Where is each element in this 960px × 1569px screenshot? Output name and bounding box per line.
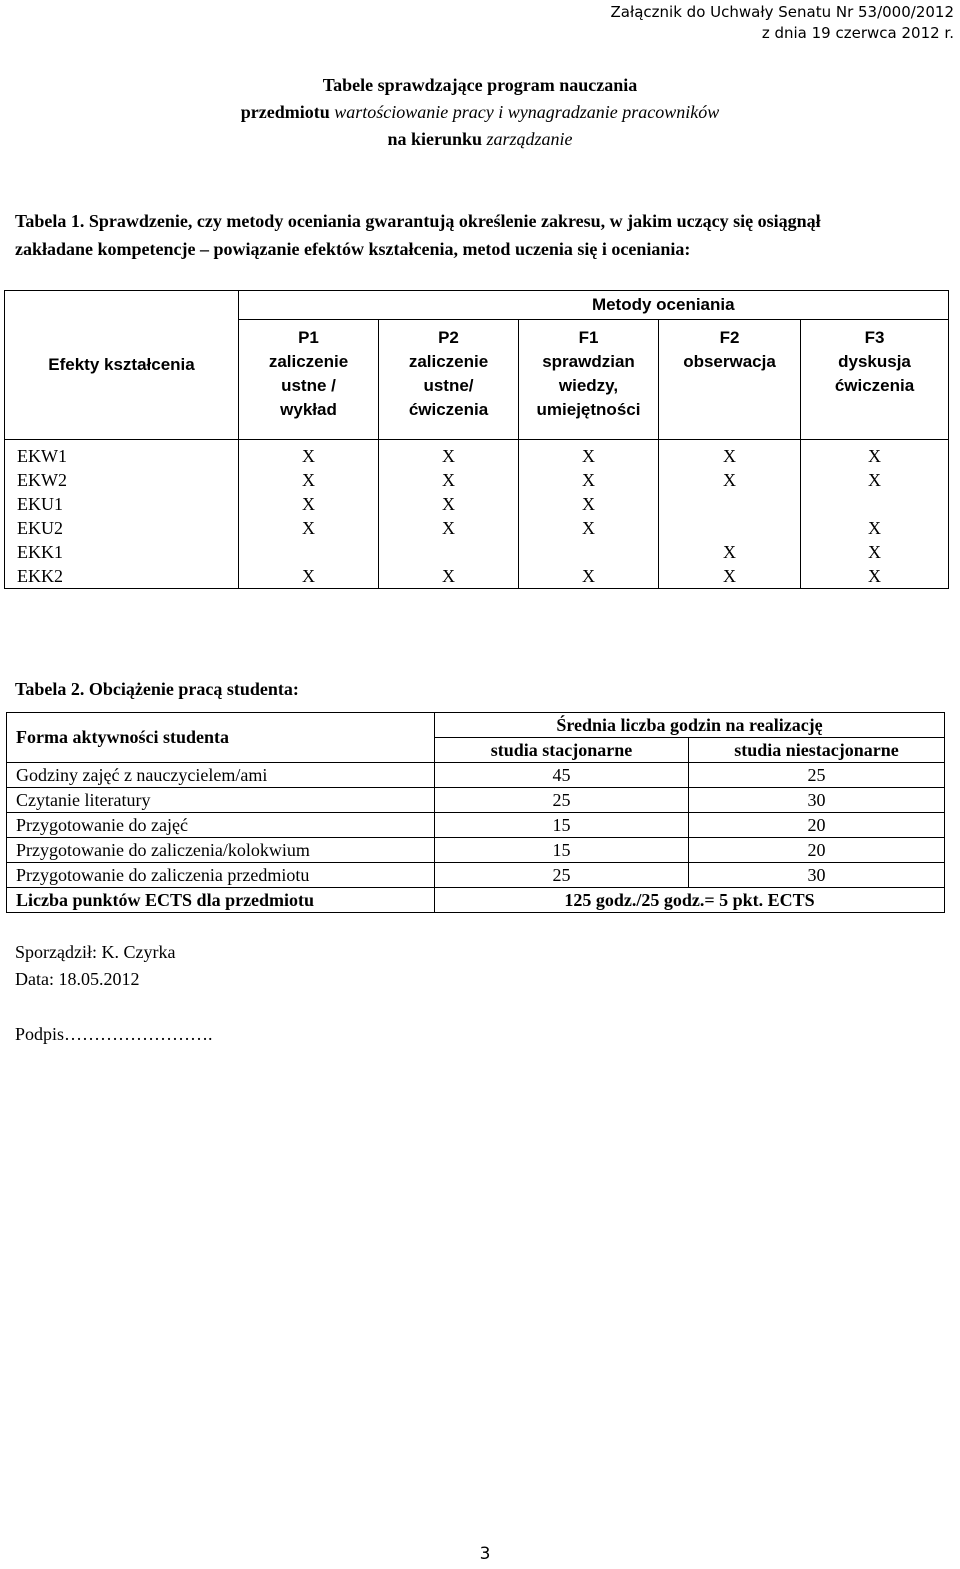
effect-label: EKU1 — [5, 492, 239, 516]
activity-label: Przygotowanie do zajęć — [7, 813, 435, 838]
effect-label: EKU2 — [5, 516, 239, 540]
table-cell: X — [801, 564, 949, 589]
average-hours-header: Średnia liczba godzin na realizację — [435, 713, 945, 738]
table2-caption: Tabela 2. Obciążenie pracą studenta: — [15, 679, 299, 699]
effect-label: EKW2 — [5, 468, 239, 492]
table-cell: X — [239, 516, 379, 540]
effect-label: EKW1 — [5, 440, 239, 469]
table-cell: X — [379, 564, 519, 589]
nonstationary-hours: 20 — [689, 813, 945, 838]
table-row — [7, 838, 945, 863]
method-header-p2: P2 zaliczenie ustne/ ćwiczenia — [379, 320, 519, 440]
nonstationary-hours: 30 — [689, 863, 945, 888]
table-row — [5, 516, 949, 540]
ects-total-label: Liczba punktów ECTS dla przedmiotu — [7, 888, 435, 913]
stationary-hours: 25 — [435, 788, 689, 813]
table-cell — [379, 540, 519, 564]
effect-label: EKK1 — [5, 540, 239, 564]
method-header-f3: F3 dyskusja ćwiczenia — [801, 320, 949, 440]
table1-caption — [15, 207, 960, 263]
table1-caption-line-2: zakładane kompetencje – powiązanie efektów kształcenia, metod uczenia się i oceniania: — [15, 239, 691, 259]
table1-caption-line-1: Tabela 1. Sprawdzenie, czy metody oceniania gwarantują określenie zakresu, w jakim uczący się osiągnął — [15, 211, 821, 231]
document-header — [611, 2, 955, 44]
title-major: zarządzanie — [486, 129, 573, 149]
table-cell: X — [379, 468, 519, 492]
prepared-date: Data: 18.05.2012 — [15, 969, 140, 989]
assessment-methods-table — [4, 290, 949, 589]
title-subject-prefix: przedmiotu — [240, 102, 335, 122]
nonstationary-hours: 30 — [689, 788, 945, 813]
header-date: z dnia 19 czerwca 2012 r. — [761, 24, 954, 42]
stationary-hours: 45 — [435, 763, 689, 788]
author: Sporządził: K. Czyrka — [15, 942, 176, 962]
activity-form-header: Forma aktywności studenta — [7, 713, 435, 763]
student-workload-table — [6, 712, 945, 913]
table-row — [5, 564, 949, 589]
stationary-hours: 15 — [435, 838, 689, 863]
nonstationary-header: studia niestacjonarne — [689, 738, 945, 763]
title-line-2 — [0, 99, 960, 126]
table-row — [7, 788, 945, 813]
table-cell: X — [379, 492, 519, 516]
ects-total-value: 125 godz./25 godz.= 5 pkt. ECTS — [435, 888, 945, 913]
table-cell: X — [519, 440, 659, 469]
title-subject: wartościowanie pracy i wynagradzanie pracowników — [334, 102, 720, 122]
table-row — [5, 492, 949, 516]
table-cell: X — [519, 492, 659, 516]
table-cell: X — [379, 516, 519, 540]
table-cell: X — [519, 516, 659, 540]
stationary-header: studia stacjonarne — [435, 738, 689, 763]
table2-header-row-1 — [7, 713, 945, 738]
document-title — [0, 72, 960, 153]
table-cell: X — [801, 468, 949, 492]
table-row — [7, 813, 945, 838]
title-major-prefix: na kierunku — [387, 129, 487, 149]
activity-label: Przygotowanie do zaliczenia/kolokwium — [7, 838, 435, 863]
table-cell — [239, 540, 379, 564]
table-cell: X — [659, 468, 801, 492]
stationary-hours: 25 — [435, 863, 689, 888]
activity-label: Godziny zajęć z nauczycielem/ami — [7, 763, 435, 788]
stationary-hours: 15 — [435, 813, 689, 838]
table-cell: X — [801, 440, 949, 469]
method-header-p1: P1 zaliczenie ustne / wykład — [239, 320, 379, 440]
table-cell: X — [659, 540, 801, 564]
table-cell: X — [239, 440, 379, 469]
activity-label: Czytanie literatury — [7, 788, 435, 813]
page-number: 3 — [479, 1544, 491, 1564]
activity-label: Przygotowanie do zaliczenia przedmiotu — [7, 863, 435, 888]
table-cell: X — [659, 440, 801, 469]
table-row — [7, 863, 945, 888]
document-footer — [15, 939, 175, 993]
title-line-3 — [0, 126, 960, 153]
nonstationary-hours: 25 — [689, 763, 945, 788]
effect-label: EKK2 — [5, 564, 239, 589]
table-cell: X — [239, 468, 379, 492]
table-cell: X — [519, 564, 659, 589]
signature-line: Podpis……………………. — [15, 1024, 213, 1044]
table-cell — [659, 492, 801, 516]
header-spacer — [239, 291, 379, 320]
table-cell: X — [801, 540, 949, 564]
title-line-1: Tabele sprawdzające program nauczania — [322, 75, 638, 95]
nonstationary-hours: 20 — [689, 838, 945, 863]
table-cell: X — [801, 516, 949, 540]
table-row — [5, 440, 949, 469]
table-cell — [659, 516, 801, 540]
table-row — [5, 540, 949, 564]
table-cell: X — [659, 564, 801, 589]
method-header-f1: F1 sprawdzian wiedzy, umiejętności — [519, 320, 659, 440]
table-cell: X — [379, 440, 519, 469]
table-cell: X — [239, 492, 379, 516]
table-cell: X — [519, 468, 659, 492]
table-row — [7, 763, 945, 788]
table-cell — [519, 540, 659, 564]
header-resolution: Załącznik do Uchwały Senatu Nr 53/000/2012 — [610, 3, 954, 21]
table-row — [5, 468, 949, 492]
table-cell: X — [239, 564, 379, 589]
table-cell — [801, 492, 949, 516]
effects-header: Efekty kształcenia — [5, 291, 239, 440]
table1-header-row-1 — [5, 291, 949, 320]
methods-header: Metody oceniania — [379, 291, 949, 320]
ects-total-row — [7, 888, 945, 913]
method-header-f2: F2 obserwacja — [659, 320, 801, 440]
